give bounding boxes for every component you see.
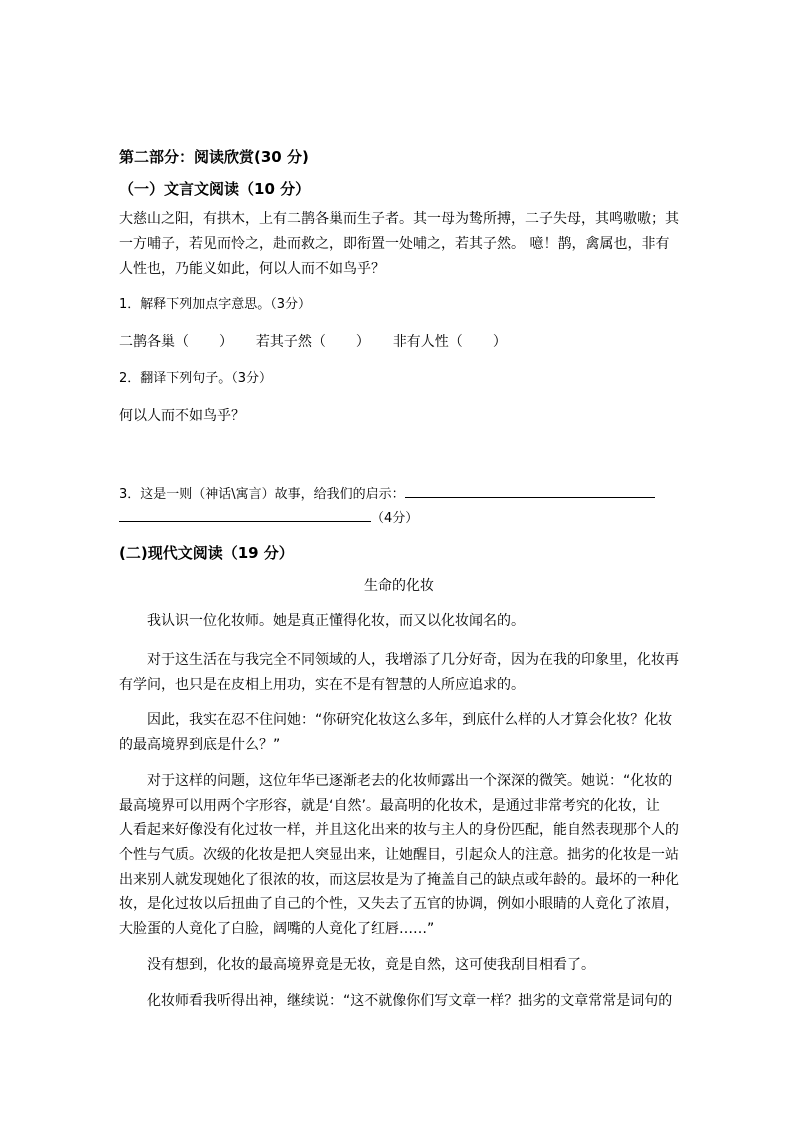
classical-heading: （一）文言文阅读（10 分） xyxy=(119,180,311,198)
article-paragraph-3-cont: 的最高境界到底是什么？” xyxy=(119,737,281,753)
article-paragraph-2: 对于这生活在与我完全不同领域的人，我增添了几分好奇，因为在我的印象里，化妆再 xyxy=(147,652,679,668)
article-paragraph-5: 没有想到，化妆的最高境界竟是无妆，竟是自然，这可使我刮目相看了。 xyxy=(147,957,595,973)
article-paragraph-1: 我认识一位化妆师。她是真正懂得化妆，而又以化妆闻名的。 xyxy=(147,613,525,629)
question-3-score: （4分） xyxy=(371,511,419,526)
article-paragraph-2-cont: 有学问，也只是在皮相上用功，实在不是有智慧的人所应追求的。 xyxy=(119,677,525,693)
modern-heading: (二)现代文阅读（19 分） xyxy=(119,544,294,562)
article-paragraph-6: 化妆师看我听得出神，继续说：“这不就像你们写文章一样？拙劣的文章常常是词句的 xyxy=(147,993,673,1009)
article-paragraph-4-cont: 妆，是化过妆以后扭曲了自己的个性，又失去了五官的协调，例如小眼睛的人竟化了浓眉， xyxy=(119,896,679,912)
q3-answer-line-2[interactable] xyxy=(119,508,371,522)
document-page xyxy=(119,0,679,1123)
article-paragraph-4-cont: 人看起来好像没有化过妆一样，并且这化出来的妆与主人的身份匹配，能自然表现那个人的 xyxy=(119,822,679,838)
part-heading: 第二部分：阅读欣赏(30 分) xyxy=(119,148,309,166)
article-paragraph-4-cont: 出来别人就发现她化了很浓的妆，而这层妆是为了掩盖自己的缺点或年龄的。最坏的一种化 xyxy=(119,872,679,888)
modern-article-title: 生命的化妆 xyxy=(364,578,434,594)
q1-item-1: 二鹊各巢（ xyxy=(119,334,189,350)
article-paragraph-4-cont: 大脸蛋的人竟化了白脸，阔嘴的人竟化了红唇……” xyxy=(119,921,435,937)
question-3-prompt: 3．这是一则（神话\寓言）故事，给我们的启示： xyxy=(119,487,405,502)
question-2-prompt: 2．翻译下列句子。（3分） xyxy=(119,371,273,386)
question-1-prompt: 1．解释下列加点字意思。（3分） xyxy=(119,297,312,312)
q1-item-3: 非有人性（ xyxy=(392,334,463,350)
classical-passage-line: 一方哺子，若见而怜之，赴而救之，即衔置一处哺之，若其子然。 噫！鹊，禽属也，非有 xyxy=(119,236,670,252)
q3-answer-line-1[interactable] xyxy=(405,484,655,498)
question-1-items: 二鹊各巢（ ） 若其子然（ ） 非有人性（ ） xyxy=(119,334,507,350)
classical-passage-line: 人性也，乃能义如此，何以人而不如鸟乎？ xyxy=(119,261,385,277)
article-paragraph-4-cont: 最高境界可以用两个字形容，就是‘自然’。最高明的化妆术，是通过非常考究的化妆，让 xyxy=(119,798,660,814)
question-3-line-2 xyxy=(119,508,418,527)
question-3-line xyxy=(119,484,655,503)
article-paragraph-4-cont: 个性与气质。次级的化妆是把人突显出来，让她醒目，引起众人的注意。拙劣的化妆是一站 xyxy=(119,847,679,863)
classical-passage-line: 大慈山之阳，有拱木，上有二鹊各巢而生子者。其一母为鸷所搏，二子失母，其鸣嗷嗷；其 xyxy=(119,211,679,227)
question-2-sentence: 何以人而不如鸟乎？ xyxy=(119,408,245,424)
article-paragraph-3: 因此，我实在忍不住问她：“你研究化妆这么多年，到底什么样的人才算会化妆？化妆 xyxy=(147,712,673,728)
q1-item-2: 若其子然（ xyxy=(255,334,326,350)
article-paragraph-4: 对于这样的问题，这位年华已逐渐老去的化妆师露出一个深深的微笑。她说：“化妆的 xyxy=(147,773,673,789)
